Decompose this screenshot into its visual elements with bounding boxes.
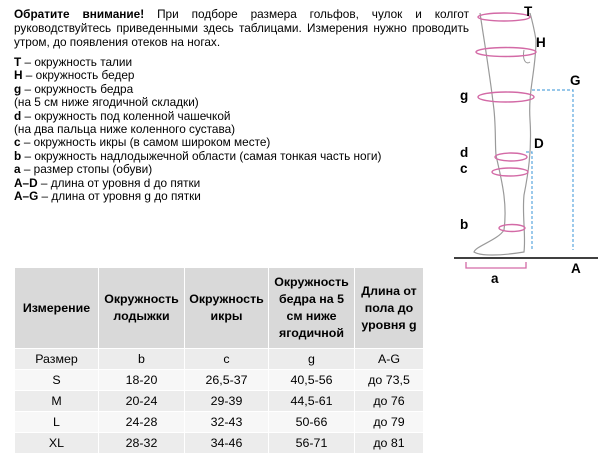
legend-text: – длина от уровня d до пятки: [37, 175, 201, 190]
table-cell: 40,5-56: [269, 370, 355, 391]
header-thigh: Окружность бедра на 5 см ниже ягодичной: [269, 268, 355, 349]
table-cell: 32-43: [185, 412, 269, 433]
legend-key: g: [14, 81, 22, 96]
table-cell: 50-66: [269, 412, 355, 433]
legend-item: [14, 69, 474, 82]
table-cell: до 81: [355, 433, 424, 454]
table-cell: S: [15, 370, 99, 391]
table-cell: 56-71: [269, 433, 355, 454]
label-A: A: [571, 261, 581, 276]
label-g: g: [460, 88, 469, 103]
size-table: [14, 267, 424, 454]
notice-paragraph: [14, 7, 469, 49]
legend-text: – окружность бедра: [21, 81, 134, 96]
table-row: [15, 412, 424, 433]
table-cell: L: [15, 412, 99, 433]
label-D: D: [534, 136, 544, 151]
legend-text: – окружность икры (в самом широком месте): [20, 135, 271, 150]
table-cell: 29-39: [185, 391, 269, 412]
table-cell: до 79: [355, 412, 424, 433]
legend-key: A–G: [14, 189, 39, 204]
legend-item: [14, 177, 474, 190]
table-row: [15, 433, 424, 454]
table-cell: 28-32: [99, 433, 185, 454]
header-length: Длина от пола до уровня g: [355, 268, 424, 349]
table-cell: M: [15, 391, 99, 412]
table-row: [15, 370, 424, 391]
label-d: d: [460, 145, 469, 160]
label-G: G: [570, 73, 581, 88]
legend-item: [14, 136, 474, 149]
legend-item: [14, 123, 474, 136]
calf-ellipse: [492, 168, 528, 176]
leg-contour-detail: [523, 50, 530, 63]
legend-key: T: [14, 55, 22, 69]
legend-item: [14, 150, 474, 163]
table-cell: Размер: [15, 349, 99, 370]
legend-item: [14, 190, 474, 203]
table-header-row: [15, 268, 424, 349]
leg-measurement-diagram: [440, 0, 601, 290]
legend-text: – окружность бедер: [22, 68, 135, 83]
table-cell: до 76: [355, 391, 424, 412]
notice-text: При подборе размера гольфов, чулок и колгот руководствуйтесь приведенными здесь таблицами. Измерения нужно проводить утром, до появления отеков на ногах.: [14, 7, 469, 49]
table-cell: 44,5-61: [269, 391, 355, 412]
legend-item: [14, 96, 474, 109]
table-row: [15, 349, 424, 370]
legend-item: [14, 110, 474, 123]
measurement-legend: [14, 56, 474, 203]
table-cell: c: [185, 349, 269, 370]
header-calf: Окружность икры: [185, 268, 269, 349]
label-c: c: [460, 161, 468, 176]
table-row: [15, 391, 424, 412]
label-T: T: [524, 4, 533, 19]
legend-text: (на два пальца ниже коленного сустава): [14, 122, 236, 137]
legend-text: (на 5 см ниже ягодичной складки): [14, 95, 199, 110]
legend-text: – окружность надлодыжечной области (самая тонкая часть ноги): [21, 148, 382, 163]
guide-g-line: [532, 90, 573, 250]
table-cell: b: [99, 349, 185, 370]
header-ankle: Окружность лодыжки: [99, 268, 185, 349]
label-b: b: [460, 217, 469, 232]
legend-text: – окружность под коленной чашечкой: [21, 108, 231, 123]
hip-ellipse: [476, 48, 536, 57]
ankle-ellipse: [499, 225, 525, 232]
table-cell: g: [269, 349, 355, 370]
legend-text: – размер стопы (обуви): [20, 162, 153, 177]
legend-text: – длина от уровня g до пятки: [38, 189, 201, 204]
table-cell: XL: [15, 433, 99, 454]
legend-key: A–D: [14, 175, 38, 190]
legend-text: – окружность талии: [21, 55, 133, 69]
table-cell: 18-20: [99, 370, 185, 391]
legend-item: [14, 56, 474, 69]
legend-item: [14, 163, 474, 176]
label-a: a: [491, 271, 499, 286]
table-cell: 24-28: [99, 412, 185, 433]
legend-key: c: [14, 135, 21, 150]
legend-key: H: [14, 68, 23, 83]
label-H: H: [536, 35, 546, 50]
foot-length-bracket: [466, 262, 526, 268]
legend-key: b: [14, 148, 22, 163]
table-cell: 26,5-37: [185, 370, 269, 391]
table-cell: до 73,5: [355, 370, 424, 391]
notice-lead: Обратите внимание!: [14, 7, 145, 21]
legend-key: a: [14, 162, 21, 177]
table-cell: 34-46: [185, 433, 269, 454]
table-cell: A-G: [355, 349, 424, 370]
legend-item: [14, 83, 474, 96]
waist-ellipse: [478, 13, 530, 21]
knee-ellipse: [495, 153, 527, 161]
thigh-ellipse: [478, 92, 534, 102]
legend-key: d: [14, 108, 22, 123]
table-cell: 20-24: [99, 391, 185, 412]
header-measurement: Измерение: [15, 268, 99, 349]
